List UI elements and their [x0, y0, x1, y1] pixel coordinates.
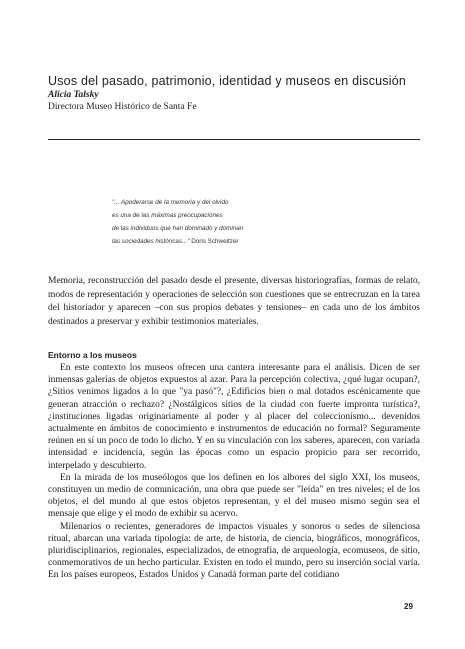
abstract-paragraph: Memoria, reconstrucción del pasado desde el presente, diversas historiografías, formas de relato, modos de representación y operaciones de selección son cuestiones que se entrecruzan en la tarea del historiador y aparecen –con sus propios debates y tensiones– en cada uno de los ámbitos destinados a preservar y exhibir testimonios materiales. [48, 276, 420, 327]
section-heading: Entorno a los museos [48, 350, 137, 360]
epigraph-line: de las individuos que han dominado y dominan [112, 225, 244, 232]
epigraph [112, 196, 372, 248]
epigraph-line: es una de las máximas preocupaciones [112, 212, 223, 219]
header-divider [48, 139, 420, 140]
author-affiliation: Directora Museo Histórico de Santa Fe [48, 102, 197, 112]
epigraph-line-text: las sociedades históricas..." [112, 238, 190, 245]
epigraph-line-last [112, 235, 372, 248]
body-paragraph: Milenarios o recientes, generadores de impactos visuales y sonoros o sedes de silenciosa ritual, abarcan una variada tipología: de arte, de historia, de ciencia, biográficos, monográficos, pluridisciplinarios, regionales, especializados, de etnografía, de arqueología, ecomuseos, de sitio, conmemorativos de un hecho particular. Existen en todo el mundo, pero su inserción social varía. En los países europeos, Estados Unidos y Canadá forman parte del cotidiano [48, 521, 420, 581]
page-number: 29 [404, 602, 413, 611]
epigraph-line: "... Apoderarse de la memoria y del olvido [112, 199, 229, 206]
section-body [48, 362, 420, 582]
author-name: Alicia Talsky [48, 90, 99, 100]
body-paragraph: En la mirada de los museólogos que los definen en los albores del siglo XXI, los museos, constituyen un medio de comunicación, una obra que puede ser "leída" en tres niveles; el de los objetos, el del mundo al que estos objetos representan, y el del museo mismo según sea el mensaje que elige y el modo de exhibir su acervo. [48, 472, 420, 520]
article-title: Usos del pasado, patrimonio, identidad y museos en discusión [48, 74, 407, 88]
epigraph-author: Doris Schweitzer [191, 238, 239, 245]
body-paragraph: En este contexto los museos ofrecen una cantera interesante para el análisis. Dicen de ser inmensas galerías de objetos expuestos al azar. Para la percepción colectiva, ¿qué lugar ocupan?, ¿Sitios venimos ligados a lo que "ya pasó"?, ¿Edificios bien o mal dotados escénicamente que generan atracción o rechazo? ¿Nostálgicos sitios de la ciudad con fuerte impronta turística?, ¿instituciones ligadas originariamente al poder y al placer del coleccionismo... devenidos actualmente en ámbitos de conocimiento e instrumentos de educación no formal? Seguramente reúnen en sí un poco de todo lo dicho. Y en su vinculación con los saberes, aparecen, con variada intensidad e incidencia, según las épocas como un espacio propicio para ser recorrido, interpelado y descubierto. [48, 363, 420, 471]
